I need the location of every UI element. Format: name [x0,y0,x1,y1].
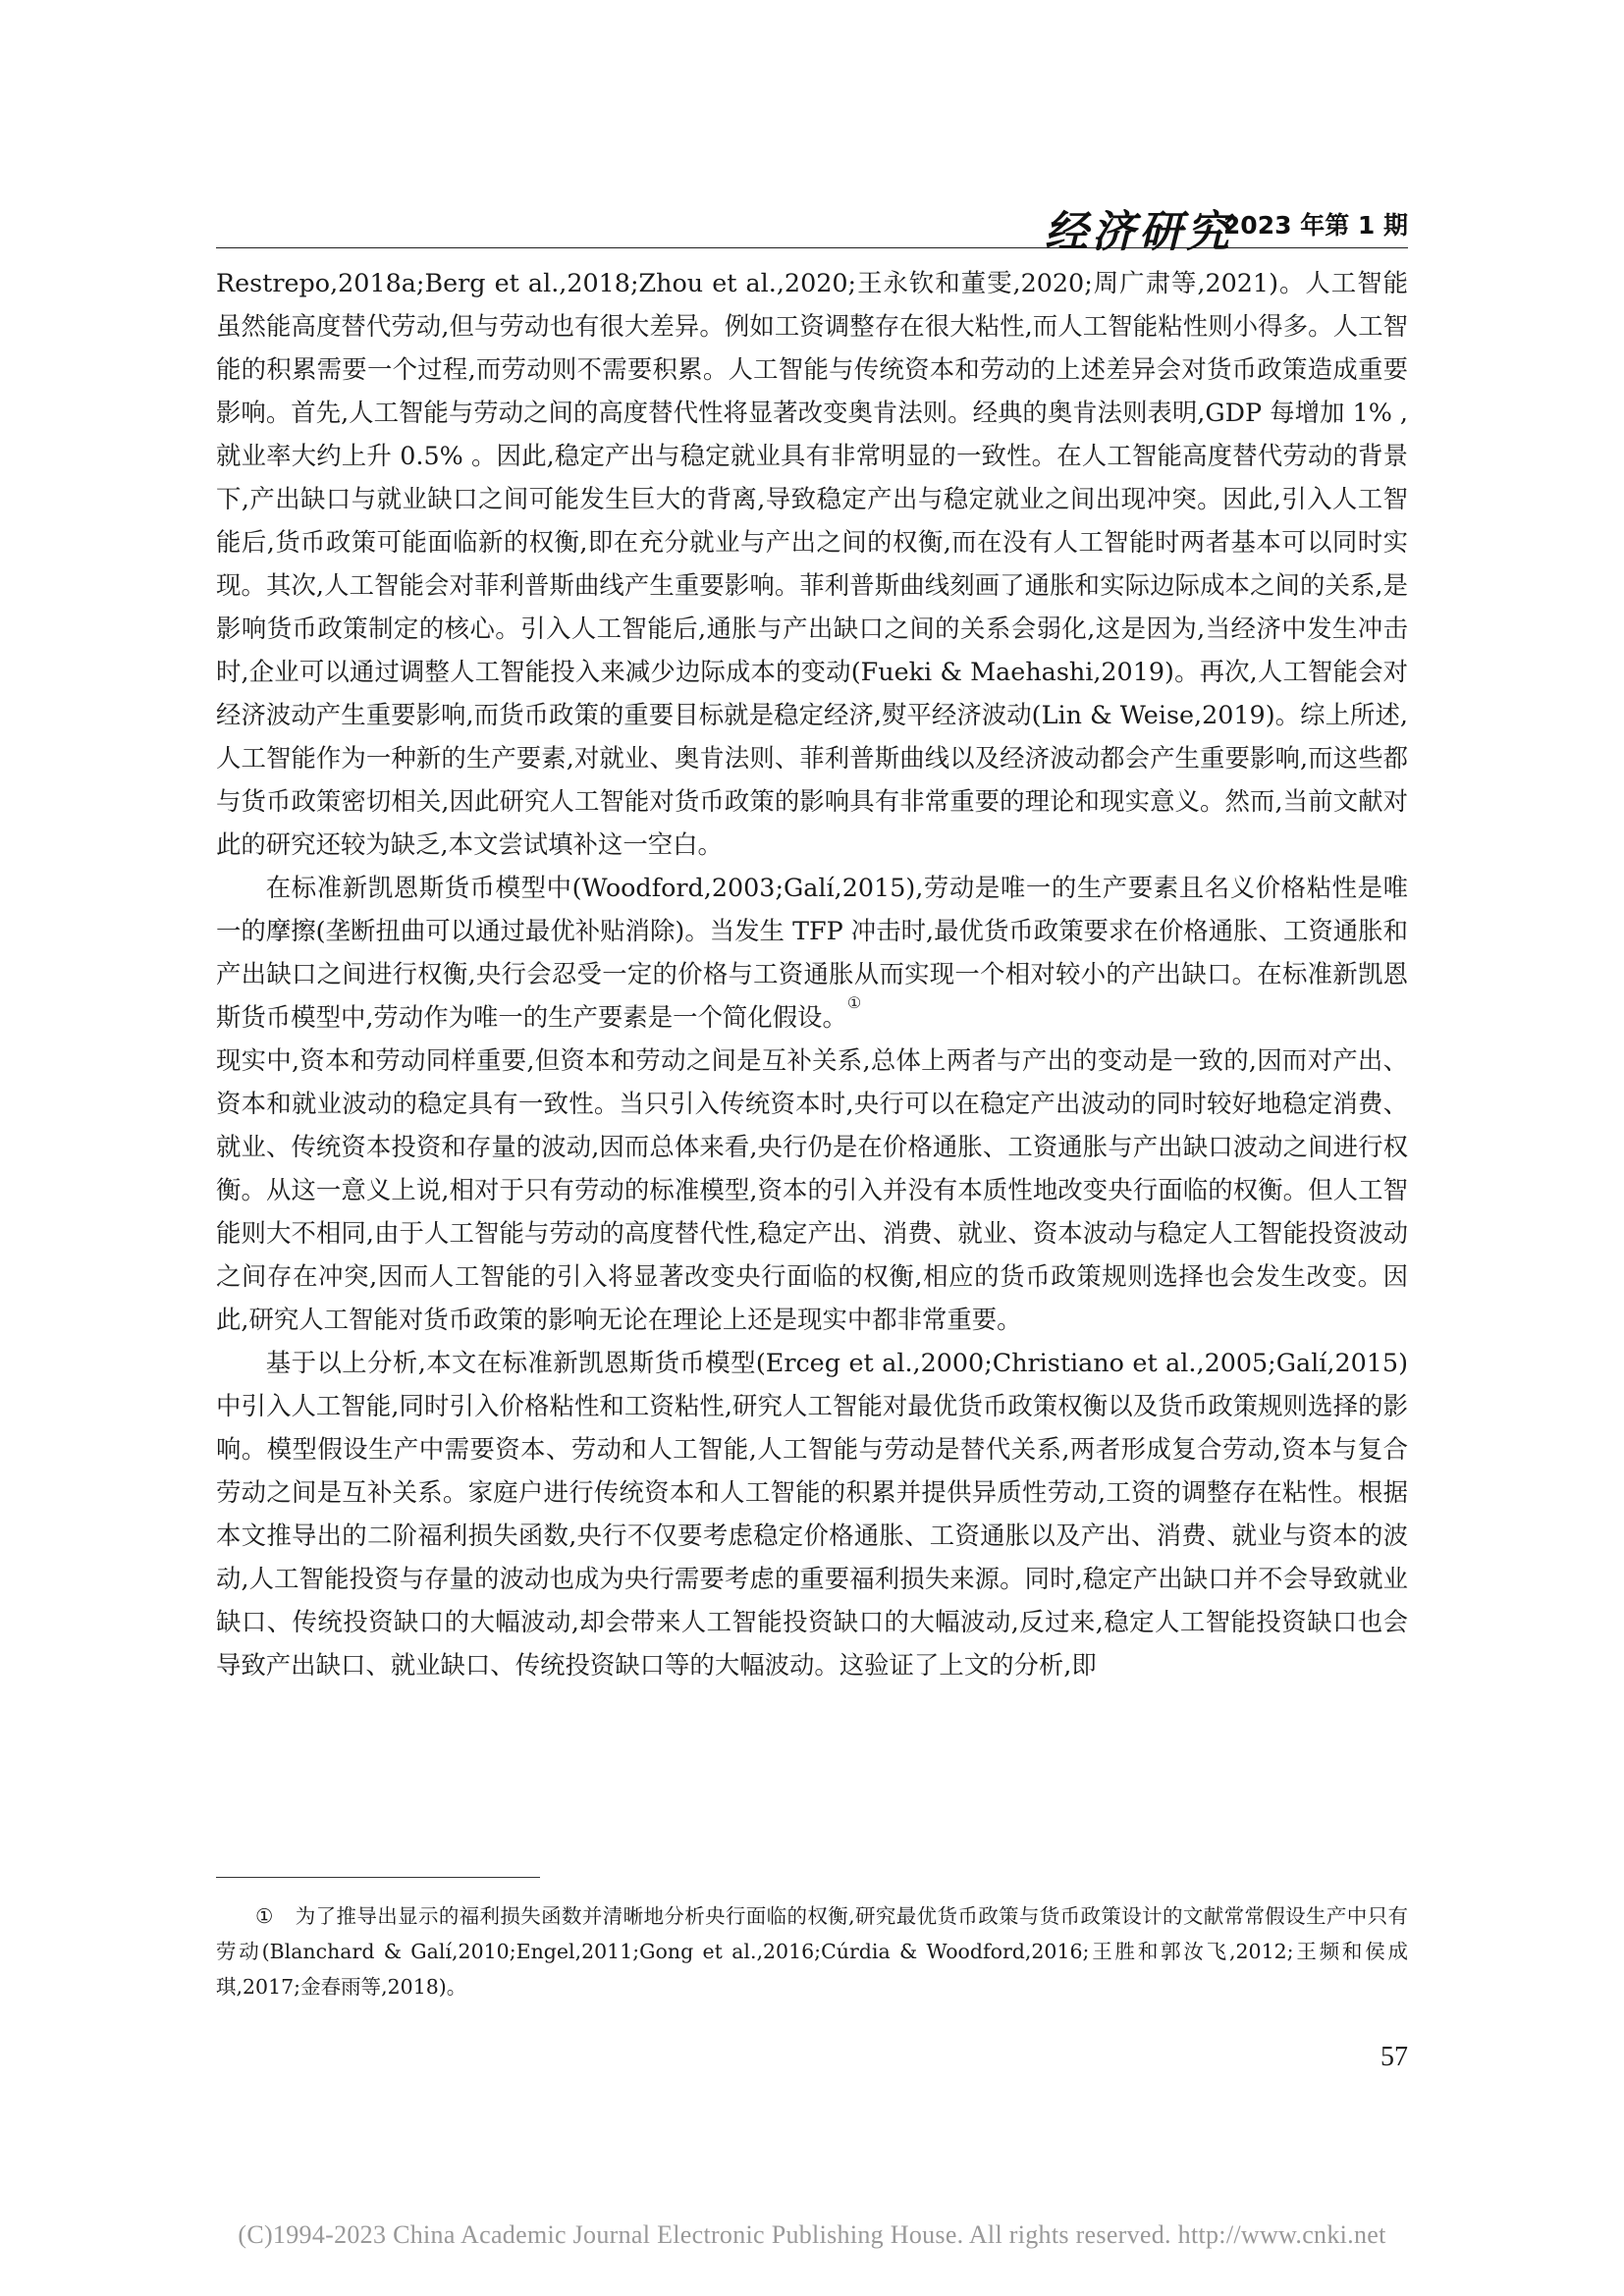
footnote-marker: ① [255,1904,274,1928]
footnote-divider [216,1877,540,1878]
paragraph-2-text: 在标准新凯恩斯货币模型中(Woodford,2003;Galí,2015),劳动是唯一的生产要素且名义价格粘性是唯一的摩擦(垄断扭曲可以通过最优补贴消除)。当发生 TFP 冲击时,最优货币政策要求在价格通胀、工资通胀和产出缺口之间进行权衡,央行会忍受一定的价格与工资通胀从而实现一个相对较小的产出缺口。在标准新凯恩斯货币模型中,劳动作为唯一的生产要素是一个简化假设。 [216,873,1408,1032]
running-header [216,196,1408,257]
footnote-ref[interactable]: ① [846,993,862,1012]
journal-logo: 经济研究 [1045,207,1233,257]
page-number: 57 [1380,2042,1408,2072]
copyright-notice: (C)1994-2023 China Academic Journal Electronic Publishing House. All rights reserved. http://www.cnki.net [238,2220,1386,2249]
paragraph-2 [216,866,1408,1039]
paragraph-1: Restrepo,2018a;Berg et al.,2018;Zhou et al.,2020;王永钦和董雯,2020;周广肃等,2021)。人工智能虽然能高度替代劳动,但与劳动也有很大差异。例如工资调整存在很大粘性,而人工智能粘性则小得多。人工智能的积累需要一个过程,而劳动则不需要积累。人工智能与传统资本和劳动的上述差异会对货币政策造成重要影响。首先,人工智能与劳动之间的高度替代性将显著改变奥肯法则。经典的奥肯法则表明,GDP 每增加 1% ,就业率大约上升 0.5% 。因此,稳定产出与稳定就业具有非常明显的一致性。在人工智能高度替代劳动的背景下,产出缺口与就业缺口之间可能发生巨大的背离,导致稳定产出与稳定就业之间出现冲突。因此,引入人工智能后,货币政策可能面临新的权衡,即在充分就业与产出之间的权衡,而在没有人工智能时两者基本可以同时实现。其次,人工智能会对菲利普斯曲线产生重要影响。菲利普斯曲线刻画了通胀和实际边际成本之间的关系,是影响货币政策制定的核心。引入人工智能后,通胀与产出缺口之间的关系会弱化,这是因为,当经济中发生冲击时,企业可以通过调整人工智能投入来减少边际成本的变动(Fueki & Maehashi,2019)。再次,人工智能会对经济波动产生重要影响,而货币政策的重要目标就是稳定经济,熨平经济波动(Lin & Weise,2019)。综上所述,人工智能作为一种新的生产要素,对就业、奥肯法则、菲利普斯曲线以及经济波动都会产生重要影响,而这些都与货币政策密切相关,因此研究人工智能对货币政策的影响具有非常重要的理论和现实意义。然而,当前文献对此的研究还较为缺乏,本文尝试填补这一空白。 [216,268,1408,859]
paragraph-3: 现实中,资本和劳动同样重要,但资本和劳动之间是互补关系,总体上两者与产出的变动是一致的,因而对产出、资本和就业波动的稳定具有一致性。当只引入传统资本时,央行可以在稳定产出波动的同时较好地稳定消费、就业、传统资本投资和存量的波动,因而总体来看,央行仍是在价格通胀、工资通胀与产出缺口波动之间进行权衡。从这一意义上说,相对于只有劳动的标准模型,资本的引入并没有本质性地改变央行面临的权衡。但人工智能则大不相同,由于人工智能与劳动的高度替代性,稳定产出、消费、就业、资本波动与稳定人工智能投资波动之间存在冲突,因而人工智能的引入将显著改变央行面临的权衡,相应的货币政策规则选择也会发生改变。因此,研究人工智能对货币政策的影响无论在理论上还是现实中都非常重要。 [216,1045,1408,1334]
body-text [216,261,1408,1686]
issue-label: 2023 年第 1 期 [1222,211,1408,240]
footnote [216,1898,1408,2004]
paragraph-4: 基于以上分析,本文在标准新凯恩斯货币模型(Erceg et al.,2000;Christiano et al.,2005;Galí,2015)中引入人工智能,同时引入价格粘性和工资粘性,研究人工智能对最优货币政策权衡以及货币政策规则选择的影响。模型假设生产中需要资本、劳动和人工智能,人工智能与劳动是替代关系,两者形成复合劳动,资本与复合劳动之间是互补关系。家庭户进行传统资本和人工智能的积累并提供异质性劳动,工资的调整存在粘性。根据本文推导出的二阶福利损失函数,央行不仅要考虑稳定价格通胀、工资通胀以及产出、消费、就业与资本的波动,人工智能投资与存量的波动也成为央行需要考虑的重要福利损失来源。同时,稳定产出缺口并不会导致就业缺口、传统投资缺口的大幅波动,却会带来人工智能投资缺口的大幅波动,反过来,稳定人工智能投资缺口也会导致产出缺口、就业缺口、传统投资缺口等的大幅波动。这验证了上文的分析,即 [216,1348,1408,1680]
footnote-text: 为了推导出显示的福利损失函数并清晰地分析央行面临的权衡,研究最优货币政策与货币政策设计的文献常常假设生产中只有劳动(Blanchard & Galí,2010;Engel,2011;Gong et al.,2016;Cúrdia & Woodford,2016;王胜和郭汝飞,2012;王频和侯成琪,2017;金春雨等,2018)。 [216,1904,1408,1999]
